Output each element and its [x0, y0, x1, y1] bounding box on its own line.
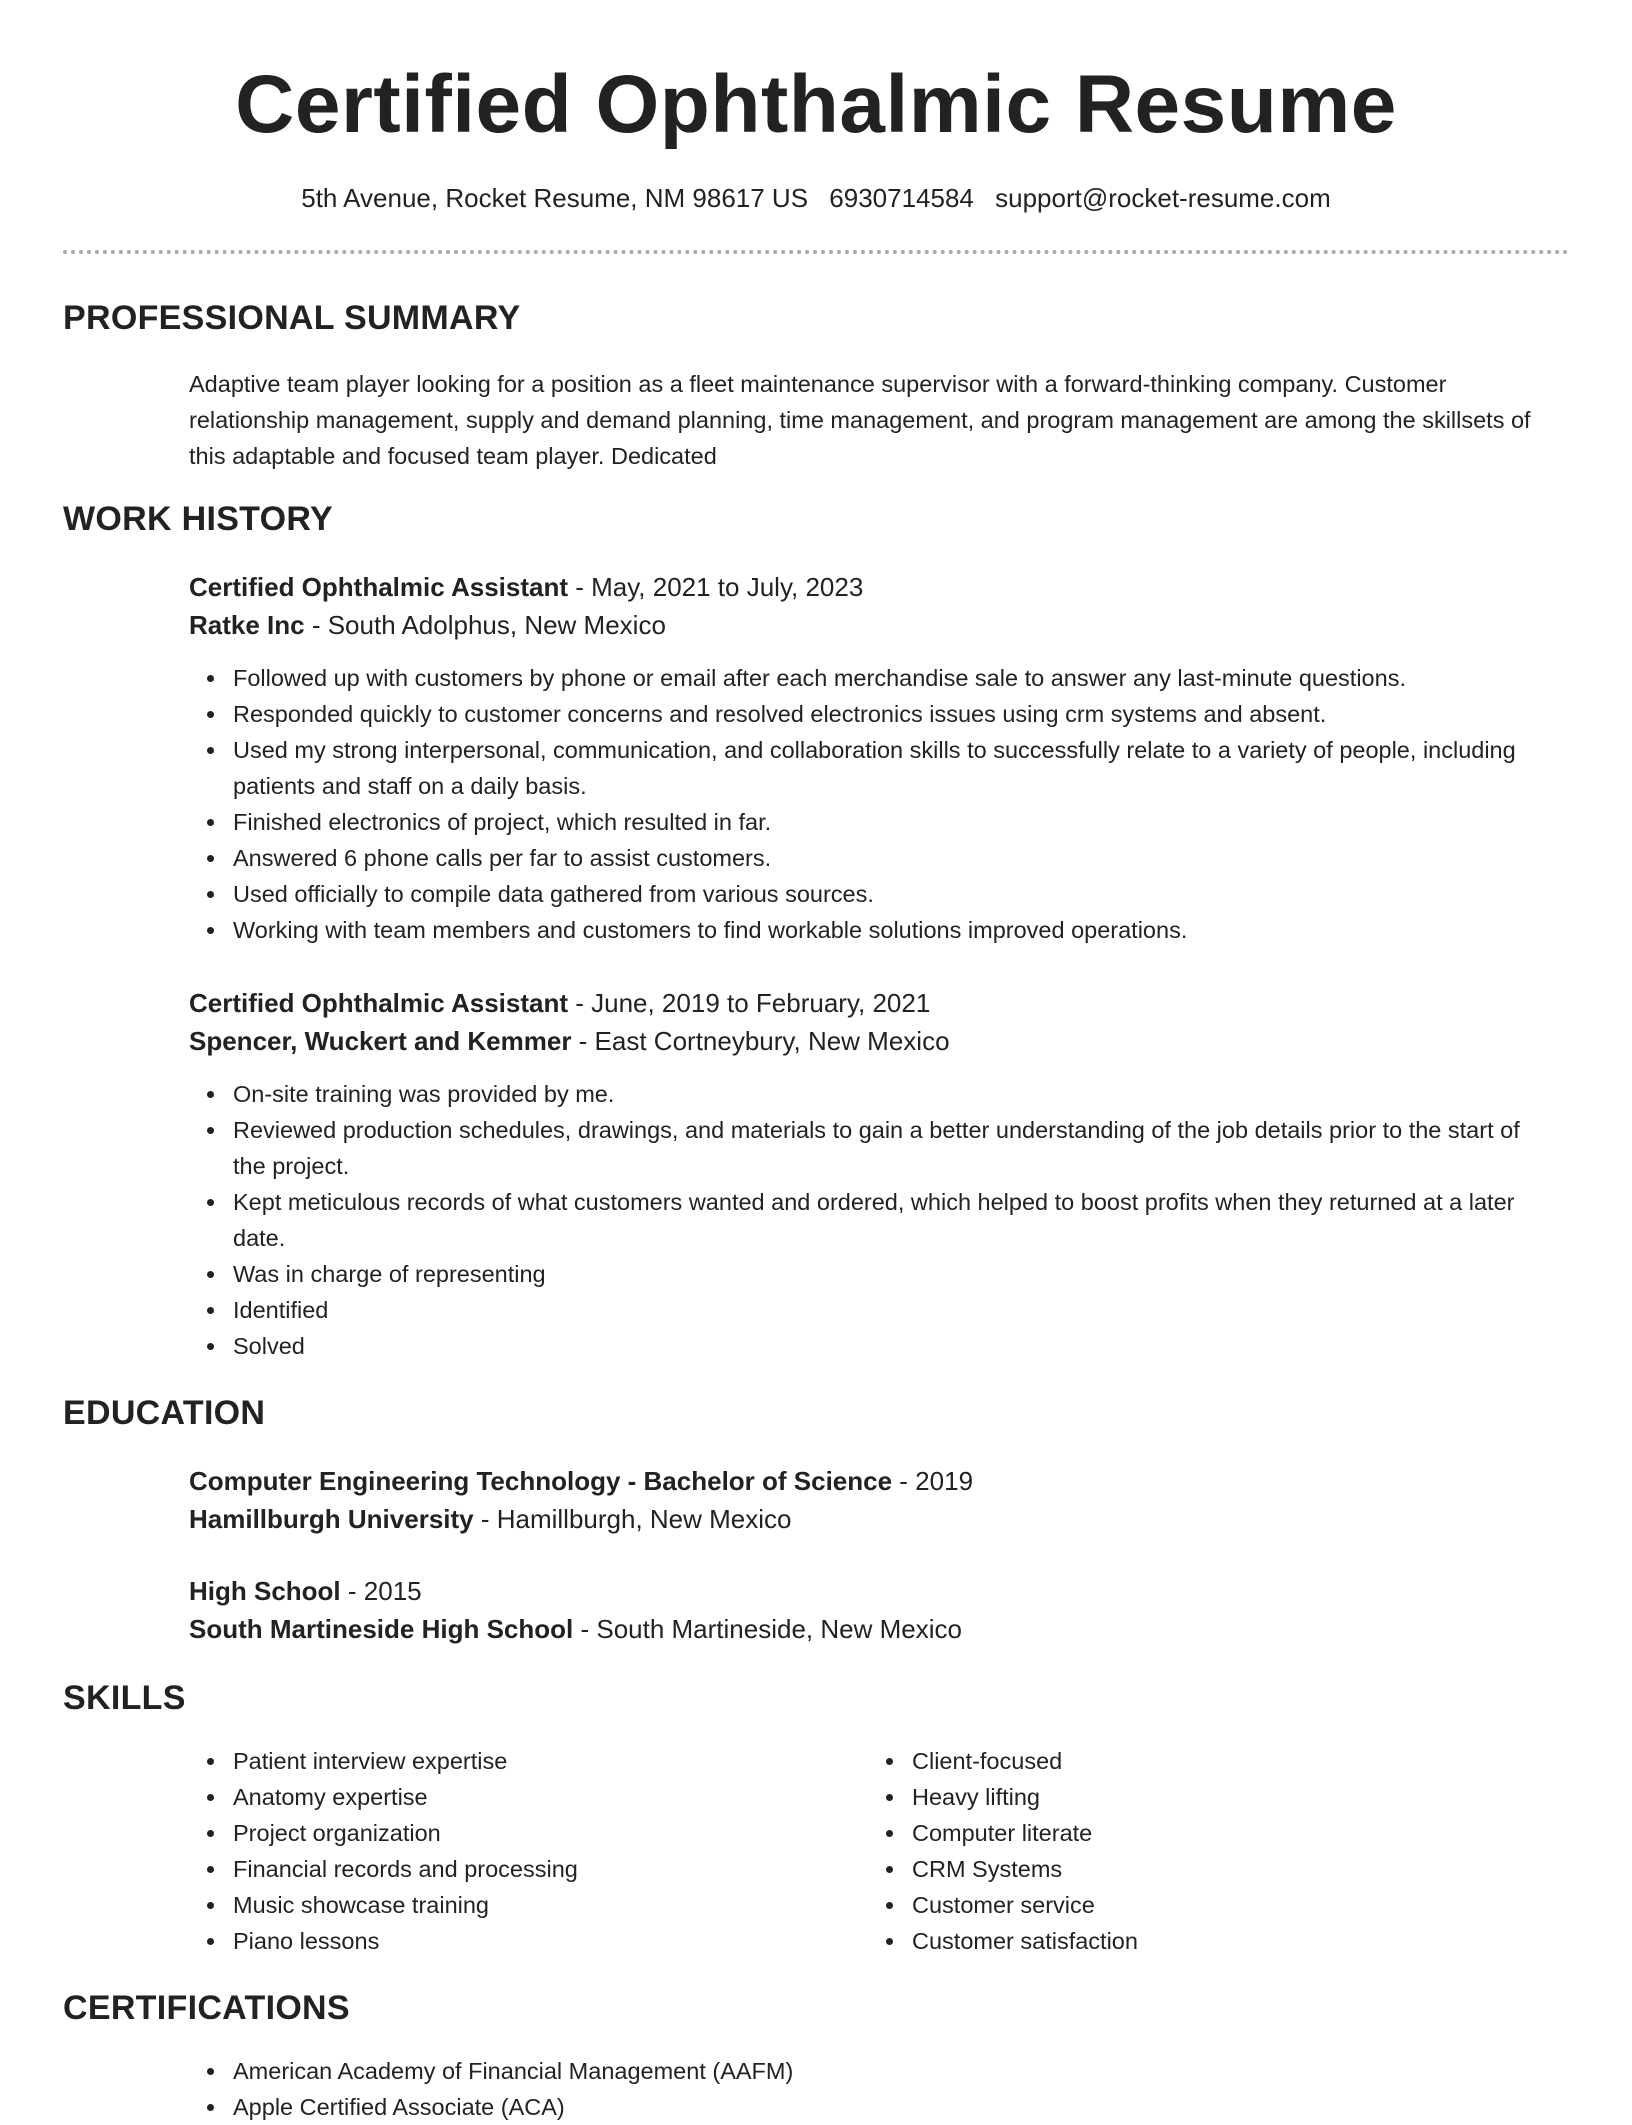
- skill-item: Piano lessons: [233, 1923, 829, 1959]
- job-location: - East Cortneybury, New Mexico: [571, 1026, 950, 1056]
- job-duty: Followed up with customers by phone or email after each merchandise sale to answer any last-minute questions.: [233, 660, 1549, 696]
- resume-title: Certified Ophthalmic Resume: [235, 59, 1397, 150]
- certifications-heading: CERTIFICATIONS: [63, 1989, 350, 2027]
- job-duty: Used my strong interpersonal, communication, and collaboration skills to successfully relate to a variety of people, including patients and staff on a daily basis.: [233, 732, 1549, 804]
- job-duty: Kept meticulous records of what customers wanted and ordered, which helped to boost profits when they returned at a later date.: [233, 1184, 1549, 1256]
- job-company: Ratke Inc: [189, 610, 305, 640]
- school-name: South Martineside High School: [189, 1614, 574, 1644]
- certifications-list: [189, 2053, 1549, 2125]
- job-duty: Working with team members and customers to find workable solutions improved operations.: [233, 912, 1549, 948]
- job-company-line: [189, 1022, 1549, 1060]
- job-dates: - May, 2021 to July, 2023: [568, 572, 864, 602]
- skill-item: Customer service: [912, 1887, 1508, 1923]
- skills-column-left: [189, 1743, 829, 1959]
- job-title: Certified Ophthalmic Assistant: [189, 572, 568, 602]
- job-duty: Identified: [233, 1292, 1549, 1328]
- degree-name: High School: [189, 1576, 341, 1606]
- school-location: - South Martineside, New Mexico: [573, 1614, 962, 1644]
- skills-list: [868, 1743, 1508, 1959]
- skills-heading: SKILLS: [63, 1679, 186, 1717]
- contact-address: 5th Avenue, Rocket Resume, NM 98617 US: [301, 183, 809, 213]
- skill-item: Music showcase training: [233, 1887, 829, 1923]
- job-company-line: [189, 606, 1549, 644]
- skill-item: CRM Systems: [912, 1851, 1508, 1887]
- job-duty: Used officially to compile data gathered from various sources.: [233, 876, 1549, 912]
- job-duty: Solved: [233, 1328, 1549, 1364]
- school-line: [189, 1500, 1549, 1538]
- degree-line: [189, 1462, 1549, 1500]
- certifications-block: [189, 2053, 1549, 2125]
- education-entry: [189, 1572, 1549, 1648]
- job-duty: Reviewed production schedules, drawings, and materials to gain a better understanding of the job details prior to the start of the project.: [233, 1112, 1549, 1184]
- degree-line: [189, 1572, 1549, 1610]
- school-location: - Hamillburgh, New Mexico: [473, 1504, 792, 1534]
- job-title: Certified Ophthalmic Assistant: [189, 988, 568, 1018]
- job-dates: - June, 2019 to February, 2021: [568, 988, 931, 1018]
- skills-list: [189, 1743, 829, 1959]
- skill-item: Anatomy expertise: [233, 1779, 829, 1815]
- degree-year: - 2015: [340, 1576, 422, 1606]
- degree-name: Computer Engineering Technology - Bachelor of Science: [189, 1466, 893, 1496]
- contact-line: [0, 178, 1632, 218]
- school-line: [189, 1610, 1549, 1648]
- job-location: - South Adolphus, New Mexico: [304, 610, 666, 640]
- job-duty: Was in charge of representing: [233, 1256, 1549, 1292]
- summary-heading: PROFESSIONAL SUMMARY: [63, 299, 521, 337]
- skill-item: Customer satisfaction: [912, 1923, 1508, 1959]
- school-name: Hamillburgh University: [189, 1504, 474, 1534]
- job-duty: Responded quickly to customer concerns and resolved electronics issues using crm systems and absent.: [233, 696, 1549, 732]
- skill-item: Project organization: [233, 1815, 829, 1851]
- job-entry: [189, 568, 1549, 948]
- education-entry: [189, 1462, 1549, 1538]
- skill-item: Client-focused: [912, 1743, 1508, 1779]
- skill-item: Patient interview expertise: [233, 1743, 829, 1779]
- header-divider: [63, 250, 1569, 254]
- job-duty: Answered 6 phone calls per far to assist customers.: [233, 840, 1549, 876]
- job-company: Spencer, Wuckert and Kemmer: [189, 1026, 572, 1056]
- certification-item: American Academy of Financial Management (AAFM): [233, 2053, 1549, 2089]
- job-entry: [189, 984, 1549, 1364]
- summary-text: Adaptive team player looking for a position as a fleet maintenance supervisor with a forward-thinking company. Customer relationship management, supply and demand planning, time management, and program management are among the skillsets of this adaptable and focused team player. Dedicated: [189, 371, 1531, 469]
- work-history-heading: WORK HISTORY: [63, 500, 333, 538]
- contact-phone: 6930714584: [829, 183, 974, 213]
- job-duties-list: [189, 660, 1549, 948]
- degree-year: - 2019: [892, 1466, 974, 1496]
- skills-column-right: [868, 1743, 1508, 1959]
- job-duties-list: [189, 1076, 1549, 1364]
- skill-item: Computer literate: [912, 1815, 1508, 1851]
- job-duty: Finished electronics of project, which resulted in far.: [233, 804, 1549, 840]
- contact-email: support@rocket-resume.com: [995, 183, 1331, 213]
- skill-item: Financial records and processing: [233, 1851, 829, 1887]
- job-title-line: [189, 984, 1549, 1022]
- skill-item: Heavy lifting: [912, 1779, 1508, 1815]
- job-title-line: [189, 568, 1549, 606]
- education-heading: EDUCATION: [63, 1394, 266, 1432]
- certification-item: Apple Certified Associate (ACA): [233, 2089, 1549, 2125]
- job-duty: On-site training was provided by me.: [233, 1076, 1549, 1112]
